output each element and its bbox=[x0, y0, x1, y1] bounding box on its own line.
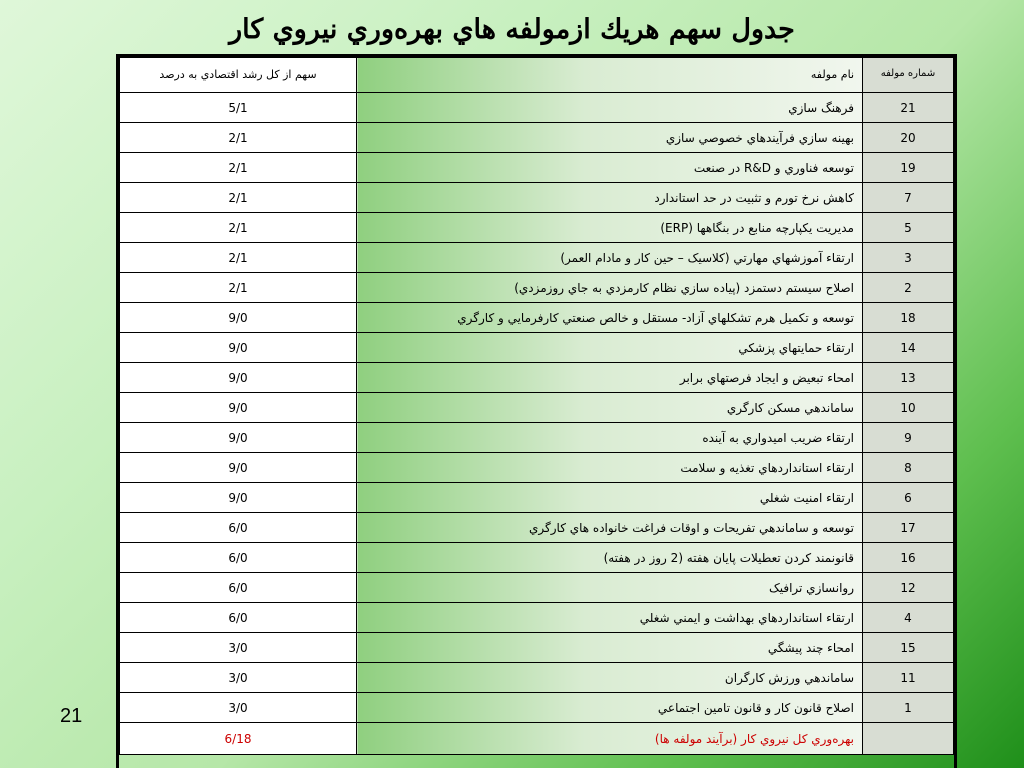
component-name: ارتقاء امنيت شغلي bbox=[357, 483, 863, 513]
table-row bbox=[120, 393, 954, 423]
component-share: 9/0 bbox=[120, 483, 357, 513]
component-name: توسعه و ساماندهي تفريحات و اوقات فراغت خانواده هاي كارگري bbox=[357, 513, 863, 543]
component-number: 18 bbox=[863, 303, 954, 333]
table-row bbox=[120, 663, 954, 693]
component-share: 6/18 bbox=[120, 723, 357, 755]
component-number: 21 bbox=[863, 93, 954, 123]
table-row bbox=[120, 363, 954, 393]
table-row bbox=[120, 93, 954, 123]
table-row bbox=[120, 153, 954, 183]
table bbox=[119, 57, 954, 755]
component-number: 20 bbox=[863, 123, 954, 153]
component-number: 6 bbox=[863, 483, 954, 513]
component-share: 2/1 bbox=[120, 153, 357, 183]
component-name: ارتقاء استانداردهاي تغذيه و سلامت bbox=[357, 453, 863, 483]
table-row bbox=[120, 633, 954, 663]
component-share: 6/0 bbox=[120, 603, 357, 633]
component-number: 11 bbox=[863, 663, 954, 693]
component-number: 7 bbox=[863, 183, 954, 213]
table-row bbox=[120, 213, 954, 243]
slide-number: 21 bbox=[60, 705, 83, 727]
component-name: بهينه سازي فرآيندهاي خصوصي سازي bbox=[357, 123, 863, 153]
table-row bbox=[120, 123, 954, 153]
table-row bbox=[120, 333, 954, 363]
component-name: قانونمند كردن تعطيلات پايان هفته (2 روز در هفته) bbox=[357, 543, 863, 573]
table-row bbox=[120, 423, 954, 453]
component-share: 2/1 bbox=[120, 213, 357, 243]
component-name: فرهنگ سازي bbox=[357, 93, 863, 123]
component-number: 17 bbox=[863, 513, 954, 543]
component-number: 4 bbox=[863, 603, 954, 633]
component-name: ساماندهي مسكن كارگري bbox=[357, 393, 863, 423]
component-number: 14 bbox=[863, 333, 954, 363]
component-number: 19 bbox=[863, 153, 954, 183]
table-body bbox=[120, 93, 954, 755]
component-number: 1 bbox=[863, 693, 954, 723]
component-share: 3/0 bbox=[120, 633, 357, 663]
component-name: كاهش نرخ تورم و تثبيت در حد استاندارد bbox=[357, 183, 863, 213]
component-share: 6/0 bbox=[120, 513, 357, 543]
component-share: 5/1 bbox=[120, 93, 357, 123]
component-share: 3/0 bbox=[120, 693, 357, 723]
table-row bbox=[120, 603, 954, 633]
table-row bbox=[120, 273, 954, 303]
component-share: 9/0 bbox=[120, 363, 357, 393]
component-name: توسعه فناوري و R&D در صنعت bbox=[357, 153, 863, 183]
header-name: نام مولفه bbox=[357, 58, 863, 93]
component-name: ارتقاء حمايتهاي پزشكي bbox=[357, 333, 863, 363]
header-number: شماره مولفه bbox=[863, 58, 954, 93]
component-name: اصلاح سيستم دستمزد (پياده سازي نظام كارمزدي به جاي روزمزدي) bbox=[357, 273, 863, 303]
component-number: 15 bbox=[863, 633, 954, 663]
component-number: 2 bbox=[863, 273, 954, 303]
table-row bbox=[120, 243, 954, 273]
component-number: 13 bbox=[863, 363, 954, 393]
component-number: 12 bbox=[863, 573, 954, 603]
table-row bbox=[120, 303, 954, 333]
component-name: ارتقاء آموزشهاي مهارتي (كلاسيک – حين كار و مادام العمر) bbox=[357, 243, 863, 273]
component-name: بهره‌وري كل نيروي كار (برآيند مولفه ها) bbox=[357, 723, 863, 755]
component-name: توسعه و تكميل هرم تشكلهاي آزاد- مستقل و خالص صنعتي كارفرمايي و كارگري bbox=[357, 303, 863, 333]
component-name: اصلاح قانون كار و قانون تامين اجتماعي bbox=[357, 693, 863, 723]
component-share: 9/0 bbox=[120, 423, 357, 453]
component-share: 2/1 bbox=[120, 273, 357, 303]
table-row bbox=[120, 573, 954, 603]
component-share: 2/1 bbox=[120, 243, 357, 273]
component-name: ساماندهي ورزش كارگران bbox=[357, 663, 863, 693]
component-name: ارتقاء ضريب اميدواري به آينده bbox=[357, 423, 863, 453]
component-number: 3 bbox=[863, 243, 954, 273]
component-number: 16 bbox=[863, 543, 954, 573]
component-share: 9/0 bbox=[120, 303, 357, 333]
table-row bbox=[120, 453, 954, 483]
component-number: 9 bbox=[863, 423, 954, 453]
component-share: 6/0 bbox=[120, 573, 357, 603]
component-number bbox=[863, 723, 954, 755]
component-name: امحاء تبعيض و ايجاد فرصتهاي برابر bbox=[357, 363, 863, 393]
component-share: 2/1 bbox=[120, 183, 357, 213]
table-row bbox=[120, 483, 954, 513]
component-number: 8 bbox=[863, 453, 954, 483]
component-name: روانسازي ترافيک bbox=[357, 573, 863, 603]
component-number: 5 bbox=[863, 213, 954, 243]
table-row bbox=[120, 513, 954, 543]
component-share: 9/0 bbox=[120, 453, 357, 483]
component-name: امحاء چند پيشگي bbox=[357, 633, 863, 663]
component-share: 9/0 bbox=[120, 393, 357, 423]
component-share: 2/1 bbox=[120, 123, 357, 153]
table-row bbox=[120, 543, 954, 573]
table-header-row bbox=[120, 58, 954, 93]
component-name: مديريت يكپارچه منابع در بنگاهها (ERP) bbox=[357, 213, 863, 243]
table-row bbox=[120, 183, 954, 213]
component-number: 10 bbox=[863, 393, 954, 423]
component-share: 3/0 bbox=[120, 663, 357, 693]
component-share: 6/0 bbox=[120, 543, 357, 573]
component-share: 9/0 bbox=[120, 333, 357, 363]
component-name: ارتقاء استانداردهاي بهداشت و ايمني شغلي bbox=[357, 603, 863, 633]
components-table bbox=[116, 54, 957, 768]
table-row bbox=[120, 693, 954, 723]
slide-title: جدول سهم هريك ازمولفه هاي بهره‌وري نيروي كار bbox=[229, 14, 795, 45]
header-share: سهم از كل رشد اقتصادي به درصد bbox=[120, 58, 357, 93]
total-row bbox=[120, 723, 954, 755]
